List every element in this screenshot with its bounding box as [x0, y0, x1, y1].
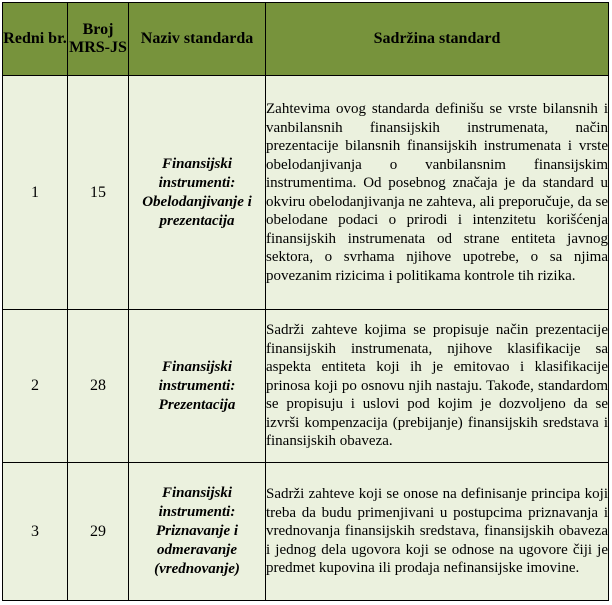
standard-content-text: Sadrži zahteve koji se onose na definisanje principa koji treba da budu primenjivani u postupcima priznavanja i vrednovanja finansijskih sredstava, finansijskih obaveza i jednog dela ugovora koji se odnose na ugovore čiji je predmet kupovina ili prodaja nefinansijske imovine.	[266, 486, 608, 577]
standard-content	[266, 463, 609, 601]
header-redni-br: Redni br.	[3, 3, 68, 76]
row-number: 1	[3, 76, 68, 310]
table-row	[3, 310, 609, 463]
standard-name: Finansijski instrumenti: Priznavanje i odmeravanje (vrednovanje)	[129, 463, 266, 601]
table-body	[3, 76, 609, 601]
mrs-number: 28	[68, 310, 129, 463]
mrs-number: 29	[68, 463, 129, 601]
standard-name: Finansijski instrumenti: Obelodanjivanje i prezentacija	[129, 76, 266, 310]
standards-table	[2, 2, 609, 601]
header-sadrzina-standard: Sadržina standard	[266, 3, 609, 76]
mrs-number: 15	[68, 76, 129, 310]
standard-content	[266, 76, 609, 310]
header-row	[3, 3, 609, 76]
table-header	[3, 3, 609, 76]
table-row	[3, 76, 609, 310]
standard-name: Finansijski instrumenti: Prezentacija	[129, 310, 266, 463]
table-row	[3, 463, 609, 601]
header-naziv-standarda: Naziv standarda	[129, 3, 266, 76]
row-number: 3	[3, 463, 68, 601]
standard-content-text: Zahtevima ovog standarda definišu se vrste bilansnih i vanbilansnih finansijskih instrumenata, način prezentacije bilansnih finansijskih instrumenata i vrste obelodanjivanja o vanbilansnim finansijskim instrumentima. Od posebnog značaja je da standard u okviru obelodanjivanja ne zahteva, ali preporučuje, da se obelodane podaci o prirodi i intenzitetu korišćenja finansijskih instrumenata od strane entiteta javnog sektora, o svrhama njihove upotrebe, o sa njima povezanim rizicima i politikama kontrole tih rizika.	[266, 101, 608, 284]
standard-content-text: Sadrži zahteve kojima se propisuje način prezentacije finansijskih instrumenata, njihove klasifikacije sa aspekta entiteta koji ih je emitovao i klasifikacije prinosa koji po osnovu njih nastaju. Takođe, standardom se propisuju i uslovi pod kojim je dozvoljeno da se izvrši kompenzacija (prebijanje) finansijskih sredstava i finansijskih obaveza.	[266, 322, 608, 450]
row-number: 2	[3, 310, 68, 463]
header-broj-mrs-js: Broj MRS-JS	[68, 3, 129, 76]
standard-content	[266, 310, 609, 463]
